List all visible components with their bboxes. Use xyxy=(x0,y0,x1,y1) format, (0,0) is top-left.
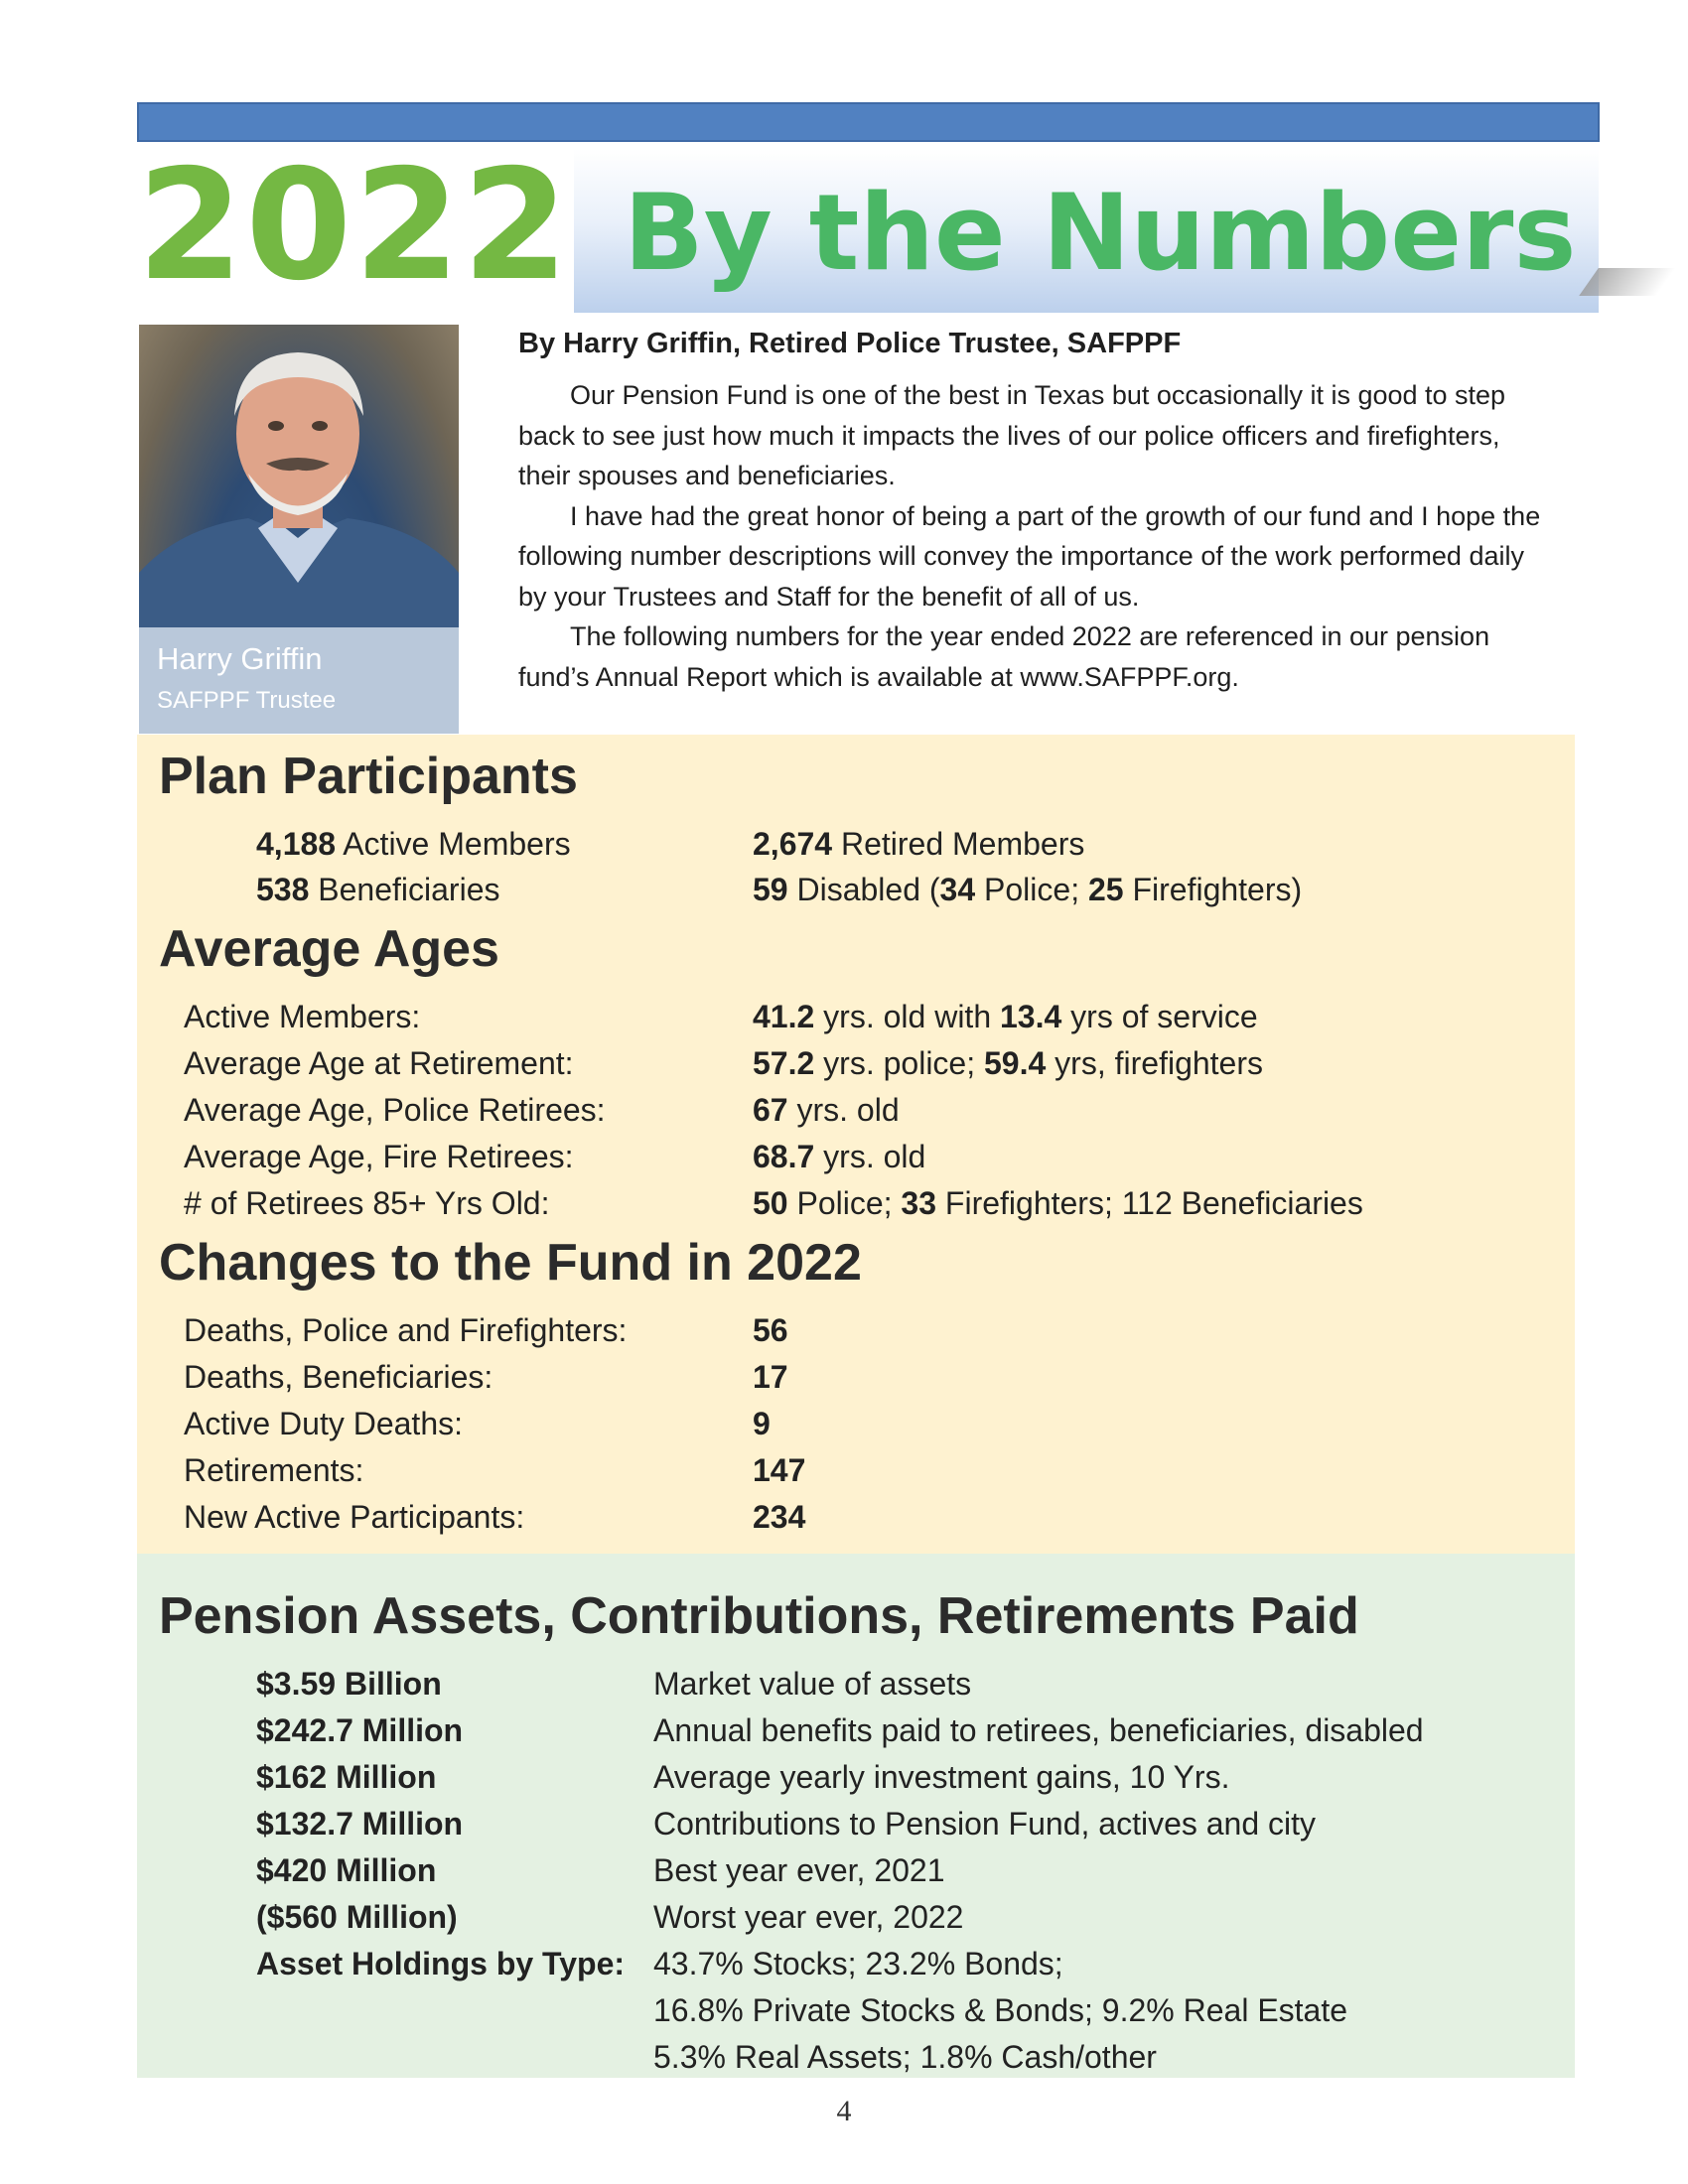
age-value: 41.2 yrs. old with 13.4 yrs of service xyxy=(753,999,1258,1034)
asset-holdings-line: 16.8% Private Stocks & Bonds; 9.2% Real Estate xyxy=(653,1992,1348,2028)
asset-description: Market value of assets xyxy=(653,1666,972,1702)
intro-paragraph: Our Pension Fund is one of the best in Texas but occasionally it is good to step back to see just how much it impacts the lives of our police officers and firefighters, their spouses and beneficiaries. xyxy=(518,380,1506,490)
change-label: Retirements: xyxy=(184,1452,364,1488)
change-label: New Active Participants: xyxy=(184,1499,525,1535)
age-label: Average Age at Retirement: xyxy=(184,1045,574,1081)
change-value: 9 xyxy=(753,1406,771,1441)
intro-text xyxy=(518,375,1551,697)
asset-amount: $132.7 Million xyxy=(256,1806,464,1842)
trustee-photo xyxy=(139,325,459,627)
age-value: 67 yrs. old xyxy=(753,1092,900,1128)
asset-description: Worst year ever, 2022 xyxy=(653,1899,964,1935)
change-value: 56 xyxy=(753,1312,788,1348)
caption-name: Harry Griffin xyxy=(157,641,323,676)
change-label: Deaths, Police and Firefighters: xyxy=(184,1312,628,1348)
asset-description: Annual benefits paid to retirees, beneficiaries, disabled xyxy=(653,1712,1424,1748)
section-heading-changes: Changes to the Fund in 2022 xyxy=(159,1234,862,1292)
section-heading-ages: Average Ages xyxy=(159,920,499,978)
asset-amount: $420 Million xyxy=(256,1852,437,1888)
stat-retired-members: 2,674 Retired Members xyxy=(753,826,1085,862)
age-value: 50 Police; 33 Firefighters; 112 Beneficiaries xyxy=(753,1185,1363,1221)
photo-caption xyxy=(139,627,459,734)
asset-amount: ($560 Million) xyxy=(256,1899,458,1935)
age-label: # of Retirees 85+ Yrs Old: xyxy=(184,1185,550,1221)
byline: By Harry Griffin, Retired Police Trustee, SAFPPF xyxy=(518,328,1182,359)
age-value: 57.2 yrs. police; 59.4 yrs, firefighters xyxy=(753,1045,1263,1081)
intro-paragraph: I have had the great honor of being a part of the growth of our fund and I hope the following number descriptions will convey the importance of the work performed daily by your Trustees and Staff for the benefit of all of us. xyxy=(518,500,1541,612)
section-heading-assets: Pension Assets, Contributions, Retirements Paid xyxy=(159,1587,1359,1645)
portrait-illustration xyxy=(139,325,459,627)
asset-description: 43.7% Stocks; 23.2% Bonds; xyxy=(653,1946,1063,1981)
age-value: 68.7 yrs. old xyxy=(753,1139,926,1174)
asset-amount: $3.59 Billion xyxy=(256,1666,442,1702)
age-label: Average Age, Police Retirees: xyxy=(184,1092,606,1128)
age-label: Active Members: xyxy=(184,999,421,1034)
caption-role: SAFPPF Trustee xyxy=(157,687,337,714)
intro-paragraph: The following numbers for the year ended 2022 are referenced in our pension fund’s Annual Report which is available at www.SAFPPF.org. xyxy=(518,621,1490,692)
stat-active-members: 4,188 Active Members xyxy=(256,826,571,862)
asset-holdings-label: Asset Holdings by Type: xyxy=(256,1946,626,1981)
stat-disabled: 59 Disabled (34 Police; 25 Firefighters) xyxy=(753,872,1303,907)
asset-amount: $162 Million xyxy=(256,1759,437,1795)
page-title: By the Numbers xyxy=(624,172,1577,294)
page-number: 4 xyxy=(836,2095,852,2127)
change-label: Active Duty Deaths: xyxy=(184,1406,463,1441)
change-label: Deaths, Beneficiaries: xyxy=(184,1359,493,1395)
change-value: 147 xyxy=(753,1452,806,1488)
change-value: 234 xyxy=(753,1499,806,1535)
header-bar xyxy=(137,102,1600,142)
section-heading-plan: Plan Participants xyxy=(159,748,578,805)
asset-holdings-line: 5.3% Real Assets; 1.8% Cash/other xyxy=(653,2039,1157,2075)
asset-amount: $242.7 Million xyxy=(256,1712,464,1748)
year-heading: 2022 xyxy=(137,137,571,315)
change-value: 17 xyxy=(753,1359,788,1395)
age-label: Average Age, Fire Retirees: xyxy=(184,1139,574,1174)
asset-description: Contributions to Pension Fund, actives and city xyxy=(653,1806,1317,1842)
asset-description: Best year ever, 2021 xyxy=(653,1852,945,1888)
asset-description: Average yearly investment gains, 10 Yrs. xyxy=(653,1759,1230,1795)
stat-beneficiaries: 538 Beneficiaries xyxy=(256,872,500,907)
